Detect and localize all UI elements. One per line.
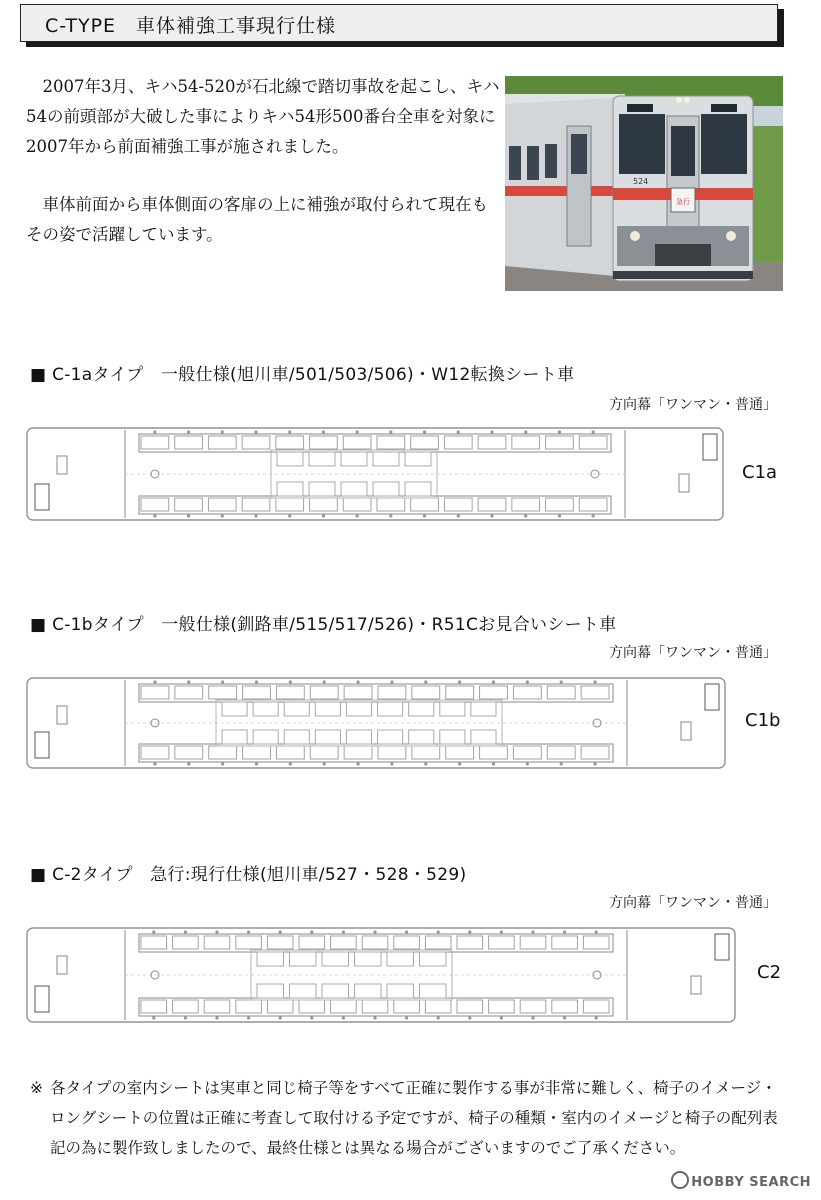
fixture-dot — [595, 930, 598, 933]
fixture-dot — [405, 930, 408, 933]
fixture-dot — [187, 762, 190, 765]
fixture-dot — [255, 762, 258, 765]
fixture-dot — [254, 430, 257, 433]
fixture-dot — [558, 430, 561, 433]
page-title: C-TYPE 車体補強工事現行仕様 — [45, 15, 337, 37]
watermark-text: HOBBY SEARCH — [691, 1175, 811, 1190]
fixture-dot — [187, 514, 190, 517]
note-mark: ※ — [30, 1079, 43, 1097]
fixture-dot — [356, 514, 359, 517]
fixture-dot — [595, 1016, 598, 1019]
fixture-dot — [184, 1016, 187, 1019]
fixture-dot — [437, 1016, 440, 1019]
fixture-dot — [288, 430, 291, 433]
photo-train-number: 524 — [633, 177, 649, 186]
fixture-dot — [279, 1016, 282, 1019]
fixture-dot — [221, 680, 224, 683]
floor-plan-c1b — [25, 676, 727, 770]
fixture-dot — [526, 680, 529, 683]
fixture-dot — [563, 1016, 566, 1019]
fixture-dot — [524, 514, 527, 517]
fixture-dot — [356, 680, 359, 683]
fixture-dot — [254, 514, 257, 517]
fixture-dot — [288, 514, 291, 517]
fixture-dot — [558, 514, 561, 517]
fixture-dot — [221, 514, 224, 517]
fixture-dot — [490, 430, 493, 433]
fixture-dot — [310, 1016, 313, 1019]
fixture-dot — [593, 762, 596, 765]
watermark — [671, 1171, 811, 1190]
fixture-dot — [373, 1016, 376, 1019]
floor-plan-c1a — [25, 426, 725, 522]
fixture-dot — [356, 762, 359, 765]
section-title-c2: ■ C-2タイプ 急行:現行仕様(旭川車/527・528・529) — [30, 865, 467, 885]
fixture-dot — [526, 762, 529, 765]
fixture-dot — [560, 762, 563, 765]
section-title-c1b: ■ C-1bタイプ 一般仕様(釧路車/515/517/526)・R51Cお見合いシート車 — [30, 615, 617, 635]
fixture-dot — [342, 1016, 345, 1019]
train-photo — [505, 76, 783, 291]
fixture-dot — [424, 680, 427, 683]
fixture-dot — [457, 430, 460, 433]
fixture-dot — [490, 514, 493, 517]
fixture-dot — [423, 514, 426, 517]
fixture-dot — [458, 762, 461, 765]
fixture-dot — [593, 680, 596, 683]
fixture-dot — [500, 930, 503, 933]
fixture-dot — [389, 514, 392, 517]
fixture-dot — [563, 930, 566, 933]
svg-text:急行: 急行 — [676, 198, 690, 206]
fixture-dot — [187, 430, 190, 433]
fixture-dot — [457, 514, 460, 517]
disclaimer-note — [30, 1073, 790, 1163]
fixture-dot — [153, 514, 156, 517]
fixture-dot — [592, 430, 595, 433]
fixture-dot — [187, 680, 190, 683]
fixture-dot — [423, 430, 426, 433]
fixture-dot — [221, 762, 224, 765]
fixture-dot — [215, 930, 218, 933]
plan-label-c1a: C1a — [742, 462, 778, 483]
fixture-dot — [153, 430, 156, 433]
intro-paragraph-2: 車体前面から車体側面の客扉の上に補強が取付られて現在もその姿で活躍しています。 — [26, 195, 488, 244]
fixture-dot — [437, 930, 440, 933]
fixture-dot — [215, 1016, 218, 1019]
fixture-dot — [524, 430, 527, 433]
floor-plan-c2 — [25, 926, 737, 1024]
destination-sign-c2: 方向幕「ワンマン・普通」 — [609, 895, 777, 911]
intro-text — [26, 72, 504, 250]
hobby-search-logo-icon — [671, 1171, 689, 1189]
fixture-dot — [323, 762, 326, 765]
fixture-dot — [289, 762, 292, 765]
fixture-dot — [389, 430, 392, 433]
fixture-dot — [390, 680, 393, 683]
fixture-dot — [531, 1016, 534, 1019]
fixture-dot — [221, 430, 224, 433]
fixture-dot — [531, 930, 534, 933]
fixture-dot — [152, 930, 155, 933]
fixture-dot — [255, 680, 258, 683]
fixture-dot — [153, 762, 156, 765]
fixture-dot — [405, 1016, 408, 1019]
fixture-dot — [322, 430, 325, 433]
fixture-dot — [247, 1016, 250, 1019]
fixture-dot — [323, 680, 326, 683]
fixture-dot — [153, 680, 156, 683]
fixture-dot — [289, 680, 292, 683]
fixture-dot — [390, 762, 393, 765]
fixture-dot — [152, 1016, 155, 1019]
fixture-dot — [373, 930, 376, 933]
plan-label-c2: C2 — [757, 962, 782, 983]
fixture-dot — [279, 930, 282, 933]
fixture-dot — [560, 680, 563, 683]
fixture-dot — [492, 762, 495, 765]
fixture-dot — [322, 514, 325, 517]
intro-paragraph-1: 2007年3月、キハ54-520が石北線で踏切事故を起こし、キハ54の前頭部が大破した事によりキハ54形500番台全車を対象に2007年から前面補強工事が施されました。 — [26, 77, 500, 156]
title-box — [20, 4, 778, 42]
fixture-dot — [592, 514, 595, 517]
destination-sign-c1a: 方向幕「ワンマン・普通」 — [609, 397, 777, 413]
fixture-dot — [468, 930, 471, 933]
fixture-dot — [468, 1016, 471, 1019]
fixture-dot — [492, 680, 495, 683]
destination-sign-c1b: 方向幕「ワンマン・普通」 — [609, 645, 777, 661]
plan-label-c1b: C1b — [745, 710, 781, 731]
section-title-c1a: ■ C-1aタイプ 一般仕様(旭川車/501/503/506)・W12転換シート車 — [30, 365, 575, 385]
note-text: 各タイプの室内シートは実車と同じ椅子等をすべて正確に製作する事が非常に難しく、椅子のイメージ・ロングシートの位置は正確に考査して取付ける予定ですが、椅子の種類・室内のイメージと椅子の配列表記の為に製作致しましたので、最終仕様とは異なる場合がございますのでご了承ください。 — [50, 1079, 778, 1157]
fixture-dot — [424, 762, 427, 765]
fixture-dot — [310, 930, 313, 933]
fixture-dot — [356, 430, 359, 433]
fixture-dot — [342, 930, 345, 933]
fixture-dot — [247, 930, 250, 933]
fixture-dot — [458, 680, 461, 683]
fixture-dot — [184, 930, 187, 933]
fixture-dot — [500, 1016, 503, 1019]
